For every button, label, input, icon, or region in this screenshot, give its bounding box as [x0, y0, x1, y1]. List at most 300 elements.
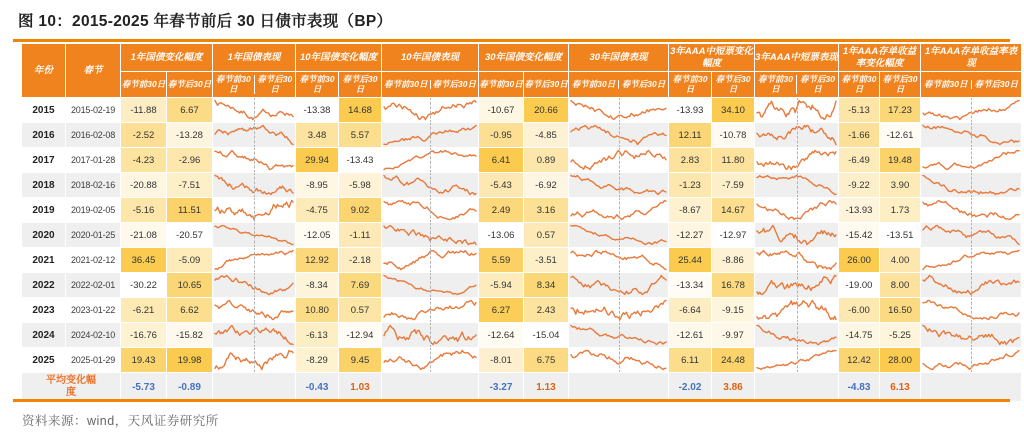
pre-change-cell: -16.76: [121, 323, 166, 347]
sparkline-cell: [382, 98, 478, 122]
subcol-pre-header: 春节前30日: [479, 72, 523, 97]
subcol-post-header: 春节后30日: [974, 78, 1018, 89]
festival-date-cell: 2016-02-08: [66, 123, 120, 147]
festival-divider-line: [797, 98, 798, 122]
post-change-cell: -2.18: [339, 248, 381, 272]
post-change-cell: 0.57: [524, 223, 568, 247]
average-row-label-text: 平均变化幅度: [46, 375, 96, 398]
average-empty-chart-cell: [382, 373, 478, 401]
table-row: [22, 223, 1021, 247]
sparkline-cell: [921, 348, 1021, 372]
pre-change-cell: -8.95: [296, 173, 338, 197]
pre-change-cell: -21.08: [121, 223, 166, 247]
festival-divider-line: [797, 173, 798, 197]
pre-change-cell: -9.22: [839, 173, 879, 197]
post-change-cell: -15.82: [167, 323, 212, 347]
year-header: 年份: [22, 44, 65, 97]
festival-divider-line: [619, 148, 620, 172]
group-perf-header: 1年国债表现: [213, 44, 295, 71]
subcol-perf-header: [755, 72, 838, 97]
post-change-cell: -9.15: [712, 298, 754, 322]
post-change-cell: -5.09: [167, 248, 212, 272]
festival-divider-line: [254, 323, 255, 347]
festival-divider-line: [619, 298, 620, 322]
post-change-cell: 0.89: [524, 148, 568, 172]
subcol-pre-header: 春节前30日: [755, 75, 797, 95]
post-change-cell: 11.51: [167, 198, 212, 222]
sparkline-cell: [755, 248, 838, 272]
festival-divider-line: [430, 348, 431, 372]
post-change-cell: -10.78: [712, 123, 754, 147]
festival-divider-line: [619, 223, 620, 247]
pre-change-cell: -14.75: [839, 323, 879, 347]
festival-divider-line: [797, 223, 798, 247]
festival-divider-line: [971, 198, 972, 222]
pre-change-cell: -15.42: [839, 223, 879, 247]
post-change-cell: -12.94: [339, 323, 381, 347]
festival-date-cell: 2023-01-22: [66, 298, 120, 322]
sparkline-cell: [921, 273, 1021, 297]
sparkline-cell: [755, 348, 838, 372]
average-row: [22, 373, 1021, 401]
top-rule: [13, 39, 1010, 42]
average-value-cell: -4.83: [839, 373, 879, 401]
group-change-header: 30年国债变化幅度: [479, 44, 568, 71]
sparkline-cell: [213, 348, 295, 372]
subcol-pre-header: 春节前30日: [839, 72, 879, 97]
post-change-cell: 17.23: [880, 98, 920, 122]
average-value-cell: -2.02: [669, 373, 711, 401]
post-change-cell: 11.80: [712, 148, 754, 172]
pre-change-cell: -4.23: [121, 148, 166, 172]
post-change-cell: 1.73: [880, 198, 920, 222]
festival-divider-line: [971, 348, 972, 372]
average-empty-chart-cell: [921, 373, 1021, 401]
post-change-cell: -13.51: [880, 223, 920, 247]
sparkline-cell: [382, 248, 478, 272]
festival-divider-line: [254, 298, 255, 322]
festival-divider-line: [619, 348, 620, 372]
group-perf-header: 30年国债表现: [569, 44, 668, 71]
subcol-post-header: 春节后30日: [339, 72, 381, 97]
group-perf-header: 1年AAA存单收益率表现: [921, 44, 1021, 71]
festival-divider-line: [971, 123, 972, 147]
post-change-cell: -3.51: [524, 248, 568, 272]
festival-divider-line: [430, 323, 431, 347]
pre-change-cell: -12.27: [669, 223, 711, 247]
festival-divider-line: [430, 248, 431, 272]
festival-divider-line: [971, 148, 972, 172]
subcol-pre-header: 春节前30日: [213, 75, 255, 95]
festival-divider-line: [430, 198, 431, 222]
subcol-post-header: 春节后30日: [621, 78, 666, 89]
sparkline-cell: [921, 298, 1021, 322]
festival-divider-line: [254, 98, 255, 122]
post-change-cell: 19.48: [880, 148, 920, 172]
figure-title: 图 10：2015-2025 年春节前后 30 日债市表现（BP）: [18, 13, 393, 30]
festival-date-cell: 2019-02-05: [66, 198, 120, 222]
sparkline-cell: [382, 223, 478, 247]
table-row: [22, 273, 1021, 297]
pre-change-cell: -8.67: [669, 198, 711, 222]
pre-change-cell: 29.94: [296, 148, 338, 172]
festival-date-cell: 2018-02-16: [66, 173, 120, 197]
sparkline-cell: [213, 323, 295, 347]
sparkline-cell: [382, 348, 478, 372]
average-value-cell: -0.43: [296, 373, 338, 401]
pre-change-cell: -10.67: [479, 98, 523, 122]
pre-change-cell: 6.11: [669, 348, 711, 372]
post-change-cell: 8.34: [524, 273, 568, 297]
subcol-perf-header: [382, 72, 478, 97]
average-value-cell: -5.73: [121, 373, 166, 401]
subcol-pre-header: 春节前30日: [669, 72, 711, 97]
festival-divider-line: [971, 173, 972, 197]
average-row-label: [22, 373, 120, 401]
year-cell: 2018: [22, 173, 65, 197]
post-change-cell: 24.48: [712, 348, 754, 372]
post-change-cell: 3.90: [880, 173, 920, 197]
average-value-cell: 3.86: [712, 373, 754, 401]
pre-change-cell: 5.59: [479, 248, 523, 272]
pre-change-cell: -6.49: [839, 148, 879, 172]
sparkline-cell: [921, 98, 1021, 122]
post-change-cell: 14.68: [339, 98, 381, 122]
festival-divider-line: [797, 323, 798, 347]
pre-change-cell: -1.66: [839, 123, 879, 147]
post-change-cell: 3.16: [524, 198, 568, 222]
sparkline-cell: [921, 248, 1021, 272]
festival-divider-line: [430, 123, 431, 147]
pre-change-cell: -5.16: [121, 198, 166, 222]
sparkline-cell: [213, 298, 295, 322]
sparkline-cell: [569, 298, 668, 322]
festival-divider-line: [430, 223, 431, 247]
pre-change-cell: -0.95: [479, 123, 523, 147]
sparkline-cell: [755, 123, 838, 147]
year-cell: 2025: [22, 348, 65, 372]
festival-divider-line: [619, 123, 620, 147]
festival-divider-line: [797, 298, 798, 322]
post-change-cell: -13.43: [339, 148, 381, 172]
table-row: [22, 148, 1021, 172]
average-value-cell: -3.27: [479, 373, 523, 401]
subcol-post-header: 春节后30日: [257, 73, 293, 94]
pre-change-cell: -6.21: [121, 298, 166, 322]
sparkline-cell: [755, 273, 838, 297]
festival-divider-line: [254, 148, 255, 172]
sparkline-cell: [921, 323, 1021, 347]
sparkline-cell: [921, 223, 1021, 247]
sparkline-cell: [213, 248, 295, 272]
festival-date-cell: 2015-02-19: [66, 98, 120, 122]
header-group-row: [22, 44, 1021, 71]
year-cell: 2016: [22, 123, 65, 147]
post-change-cell: 14.67: [712, 198, 754, 222]
pre-change-cell: -6.13: [296, 323, 338, 347]
post-change-cell: 10.65: [167, 273, 212, 297]
average-empty-chart-cell: [755, 373, 838, 401]
sparkline-cell: [569, 98, 668, 122]
sparkline-cell: [382, 273, 478, 297]
sparkline-cell: [921, 148, 1021, 172]
pre-change-cell: -8.29: [296, 348, 338, 372]
festival-divider-line: [619, 198, 620, 222]
festival-divider-line: [971, 248, 972, 272]
post-change-cell: -4.85: [524, 123, 568, 147]
year-cell: 2020: [22, 223, 65, 247]
table-row: [22, 98, 1021, 122]
average-value-cell: 1.13: [524, 373, 568, 401]
year-cell: 2021: [22, 248, 65, 272]
post-change-cell: -20.57: [167, 223, 212, 247]
table-row: [22, 123, 1021, 147]
bond-performance-table: [21, 43, 1022, 402]
festival-divider-line: [619, 323, 620, 347]
sparkline-cell: [213, 123, 295, 147]
festival-date-cell: 2021-02-12: [66, 248, 120, 272]
sparkline-cell: [569, 348, 668, 372]
pre-change-cell: -8.34: [296, 273, 338, 297]
festival-divider-line: [254, 273, 255, 297]
post-change-cell: -8.86: [712, 248, 754, 272]
post-change-cell: 9.02: [339, 198, 381, 222]
bottom-rule: [13, 399, 1010, 402]
post-change-cell: 16.78: [712, 273, 754, 297]
post-change-cell: -13.28: [167, 123, 212, 147]
festival-divider-line: [797, 148, 798, 172]
festival-divider-line: [971, 273, 972, 297]
sparkline-cell: [921, 198, 1021, 222]
post-change-cell: 19.98: [167, 348, 212, 372]
pre-change-cell: 25.44: [669, 248, 711, 272]
festival-divider-line: [797, 123, 798, 147]
pre-change-cell: -13.93: [839, 198, 879, 222]
pre-change-cell: -5.43: [479, 173, 523, 197]
pre-change-cell: 10.80: [296, 298, 338, 322]
subcol-post-header: 春节后30日: [432, 78, 476, 89]
post-change-cell: 20.66: [524, 98, 568, 122]
festival-divider-line: [619, 98, 620, 122]
year-cell: 2019: [22, 198, 65, 222]
festival-divider-line: [254, 223, 255, 247]
post-change-cell: 4.00: [880, 248, 920, 272]
pre-change-cell: -8.01: [479, 348, 523, 372]
average-empty-chart-cell: [213, 373, 295, 401]
post-change-cell: -12.61: [880, 123, 920, 147]
post-change-cell: -2.96: [167, 148, 212, 172]
post-change-cell: 7.69: [339, 273, 381, 297]
sparkline-cell: [569, 123, 668, 147]
post-change-cell: -1.11: [339, 223, 381, 247]
pre-change-cell: -19.00: [839, 273, 879, 297]
sparkline-cell: [213, 223, 295, 247]
pre-change-cell: -30.22: [121, 273, 166, 297]
festival-divider-line: [254, 348, 255, 372]
pre-change-cell: 3.48: [296, 123, 338, 147]
sparkline-cell: [569, 198, 668, 222]
pre-change-cell: -13.38: [296, 98, 338, 122]
post-change-cell: -15.04: [524, 323, 568, 347]
sparkline-cell: [755, 98, 838, 122]
pre-change-cell: 26.00: [839, 248, 879, 272]
pre-change-cell: -4.75: [296, 198, 338, 222]
table-row: [22, 348, 1021, 372]
table-row: [22, 173, 1021, 197]
festival-divider-line: [971, 223, 972, 247]
post-change-cell: -6.92: [524, 173, 568, 197]
pre-change-cell: -13.93: [669, 98, 711, 122]
pre-change-cell: -5.13: [839, 98, 879, 122]
group-perf-header: 10年国债表现: [382, 44, 478, 71]
sparkline-cell: [755, 223, 838, 247]
festival-divider-line: [619, 173, 620, 197]
pre-change-cell: 12.42: [839, 348, 879, 372]
festival-divider-line: [430, 298, 431, 322]
group-change-header: 1年国债变化幅度: [121, 44, 212, 71]
post-change-cell: 6.75: [524, 348, 568, 372]
pre-change-cell: 2.83: [669, 148, 711, 172]
sparkline-cell: [569, 273, 668, 297]
sparkline-cell: [382, 148, 478, 172]
festival-divider-line: [254, 123, 255, 147]
festival-date-cell: 2020-01-25: [66, 223, 120, 247]
festival-divider-line: [797, 198, 798, 222]
post-change-cell: 16.50: [880, 298, 920, 322]
post-change-cell: -7.51: [167, 173, 212, 197]
table-row: [22, 323, 1021, 347]
sparkline-cell: [569, 248, 668, 272]
pre-change-cell: -2.52: [121, 123, 166, 147]
average-empty-chart-cell: [569, 373, 668, 401]
subcol-pre-header: 春节前30日: [121, 72, 166, 97]
post-change-cell: 9.45: [339, 348, 381, 372]
subcol-post-header: 春节后30日: [167, 72, 212, 97]
sparkline-cell: [213, 98, 295, 122]
festival-divider-line: [797, 273, 798, 297]
subcol-perf-header: [569, 72, 668, 97]
subcol-pre-header: 春节前30日: [569, 80, 619, 90]
post-change-cell: -12.97: [712, 223, 754, 247]
pre-change-cell: -20.88: [121, 173, 166, 197]
subcol-perf-header: [213, 72, 295, 97]
year-cell: 2024: [22, 323, 65, 347]
year-cell: 2017: [22, 148, 65, 172]
subcol-post-header: 春节后30日: [712, 72, 754, 97]
group-change-header: 3年AAA中短票变化幅度: [669, 44, 754, 71]
pre-change-cell: -13.34: [669, 273, 711, 297]
sparkline-cell: [382, 323, 478, 347]
table-row: [22, 198, 1021, 222]
pre-change-cell: -12.05: [296, 223, 338, 247]
festival-divider-line: [971, 323, 972, 347]
festival-header: 春节: [66, 44, 120, 97]
festival-divider-line: [430, 148, 431, 172]
festival-divider-line: [619, 248, 620, 272]
pre-change-cell: -12.64: [479, 323, 523, 347]
pre-change-cell: 2.49: [479, 198, 523, 222]
post-change-cell: -5.98: [339, 173, 381, 197]
pre-change-cell: -5.94: [479, 273, 523, 297]
sparkline-cell: [569, 173, 668, 197]
pre-change-cell: 19.43: [121, 348, 166, 372]
pre-change-cell: 6.27: [479, 298, 523, 322]
sparkline-cell: [569, 223, 668, 247]
subcol-post-header: 春节后30日: [880, 72, 920, 97]
post-change-cell: 6.62: [167, 298, 212, 322]
sparkline-cell: [382, 298, 478, 322]
sparkline-cell: [382, 173, 478, 197]
pre-change-cell: -13.06: [479, 223, 523, 247]
table-row: [22, 248, 1021, 272]
pre-change-cell: -6.00: [839, 298, 879, 322]
sparkline-cell: [213, 148, 295, 172]
year-cell: 2023: [22, 298, 65, 322]
festival-divider-line: [619, 273, 620, 297]
header-sub-row: [22, 72, 1021, 97]
sparkline-cell: [569, 148, 668, 172]
subcol-post-header: 春节后30日: [800, 73, 835, 94]
post-change-cell: 0.57: [339, 298, 381, 322]
subcol-pre-header: 春节前30日: [921, 80, 972, 90]
festival-divider-line: [430, 173, 431, 197]
sparkline-cell: [921, 123, 1021, 147]
pre-change-cell: 6.41: [479, 148, 523, 172]
festival-date-cell: 2024-02-10: [66, 323, 120, 347]
post-change-cell: 28.00: [880, 348, 920, 372]
year-cell: 2022: [22, 273, 65, 297]
sparkline-cell: [755, 323, 838, 347]
sparkline-cell: [213, 173, 295, 197]
pre-change-cell: -6.64: [669, 298, 711, 322]
festival-divider-line: [971, 298, 972, 322]
festival-divider-line: [254, 173, 255, 197]
sparkline-cell: [755, 148, 838, 172]
post-change-cell: 34.10: [712, 98, 754, 122]
festival-date-cell: 2025-01-29: [66, 348, 120, 372]
source-note: 资料来源：wind，天风证券研究所: [22, 414, 219, 428]
subcol-pre-header: 春节前30日: [382, 80, 431, 90]
post-change-cell: 5.57: [339, 123, 381, 147]
sparkline-cell: [569, 323, 668, 347]
subcol-pre-header: 春节前30日: [296, 72, 338, 97]
pre-change-cell: 36.45: [121, 248, 166, 272]
post-change-cell: 8.00: [880, 273, 920, 297]
post-change-cell: 2.43: [524, 298, 568, 322]
post-change-cell: -5.25: [880, 323, 920, 347]
year-cell: 2015: [22, 98, 65, 122]
festival-divider-line: [797, 248, 798, 272]
pre-change-cell: -12.61: [669, 323, 711, 347]
festival-divider-line: [254, 248, 255, 272]
festival-date-cell: 2022-02-01: [66, 273, 120, 297]
post-change-cell: -7.59: [712, 173, 754, 197]
group-perf-header: 3年AAA中短票表现: [755, 44, 838, 71]
pre-change-cell: 12.11: [669, 123, 711, 147]
subcol-post-header: 春节后30日: [524, 72, 568, 97]
sparkline-cell: [755, 198, 838, 222]
pre-change-cell: 12.92: [296, 248, 338, 272]
sparkline-cell: [755, 173, 838, 197]
sparkline-cell: [382, 198, 478, 222]
festival-divider-line: [430, 273, 431, 297]
sparkline-cell: [921, 173, 1021, 197]
sparkline-cell: [213, 273, 295, 297]
pre-change-cell: -11.88: [121, 98, 166, 122]
festival-date-cell: 2017-01-28: [66, 148, 120, 172]
average-value-cell: 1.03: [339, 373, 381, 401]
group-change-header: 10年国债变化幅度: [296, 44, 381, 71]
